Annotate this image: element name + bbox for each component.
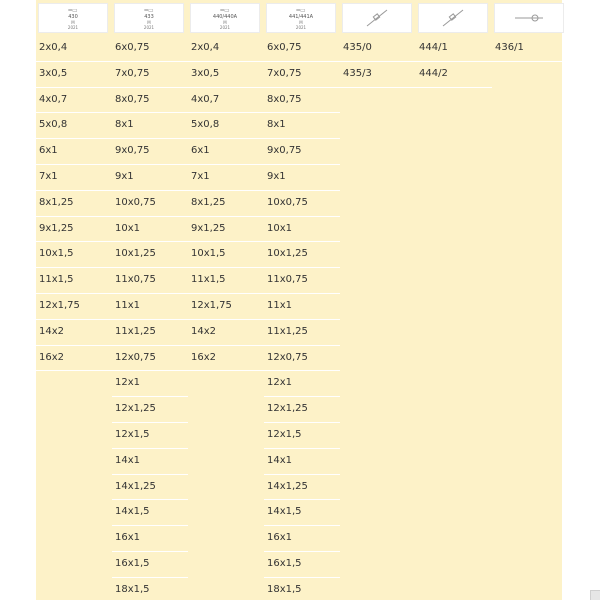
size-cell[interactable]: 18x1,5: [112, 578, 188, 600]
size-cell[interactable]: 16x2: [188, 346, 264, 372]
size-cell[interactable]: 14x2: [188, 320, 264, 346]
size-cell[interactable]: 3x0,5: [36, 62, 112, 88]
size-cell[interactable]: 10x1,5: [36, 242, 112, 268]
size-cell[interactable]: 7x1: [36, 165, 112, 191]
size-cell[interactable]: 6x0,75: [112, 36, 188, 62]
catalog-note: 2021: [143, 24, 155, 30]
size-cell[interactable]: 11x1: [112, 294, 188, 320]
size-cell[interactable]: 11x1,5: [188, 268, 264, 294]
product-code: 440/440A: [212, 13, 238, 20]
thread-standard: M: [299, 19, 303, 25]
size-cell[interactable]: 9x1: [264, 165, 340, 191]
catalog-note: 2021: [67, 24, 79, 30]
size-column-3: [188, 0, 264, 371]
size-cell[interactable]: 14x1: [112, 449, 188, 475]
size-cell[interactable]: 10x1,25: [112, 242, 188, 268]
column-header: [36, 0, 112, 36]
size-cell[interactable]: 11x1,25: [264, 320, 340, 346]
size-cell[interactable]: 12x1,25: [264, 397, 340, 423]
column-header: [188, 0, 264, 36]
size-cell[interactable]: 4x0,7: [36, 88, 112, 114]
die-icon: ═▭: [296, 6, 306, 14]
size-cell[interactable]: 8x1,25: [36, 191, 112, 217]
size-cell[interactable]: 12x1: [264, 371, 340, 397]
column-header: [416, 0, 492, 36]
size-cell[interactable]: 16x1: [264, 526, 340, 552]
size-column-7: [492, 0, 568, 62]
column-header: [112, 0, 188, 36]
size-cell[interactable]: 5x0,8: [188, 113, 264, 139]
size-cell[interactable]: 10x0,75: [112, 191, 188, 217]
product-thumbnail[interactable]: [266, 3, 336, 33]
size-cell[interactable]: 9x1,25: [36, 217, 112, 243]
size-cell[interactable]: 8x0,75: [264, 88, 340, 114]
size-cell[interactable]: 11x1,5: [36, 268, 112, 294]
size-cell[interactable]: 12x1,25: [112, 397, 188, 423]
size-cell[interactable]: 14x2: [36, 320, 112, 346]
size-cell[interactable]: 8x1: [264, 113, 340, 139]
size-cell[interactable]: 12x1,5: [112, 423, 188, 449]
die-holder-icon: [433, 7, 473, 29]
size-cell[interactable]: 10x0,75: [264, 191, 340, 217]
die-icon: ═▭: [68, 6, 78, 14]
size-cell[interactable]: 16x1,5: [112, 552, 188, 578]
column-header: [492, 0, 568, 36]
size-cell[interactable]: 5x0,8: [36, 113, 112, 139]
size-cell[interactable]: 16x2: [36, 346, 112, 372]
size-cell[interactable]: 435/3: [340, 62, 416, 88]
thread-standard: M: [71, 19, 75, 25]
size-cell[interactable]: 8x1: [112, 113, 188, 139]
size-cell[interactable]: 10x1: [264, 217, 340, 243]
size-cell[interactable]: 11x1: [264, 294, 340, 320]
size-cell[interactable]: 6x1: [36, 139, 112, 165]
tap-wrench-icon: [509, 7, 549, 29]
size-cell[interactable]: 12x1,5: [264, 423, 340, 449]
size-cell[interactable]: 10x1: [112, 217, 188, 243]
catalog-note: 2021: [219, 24, 231, 30]
size-cell[interactable]: 444/1: [416, 36, 492, 62]
size-cell[interactable]: 11x0,75: [264, 268, 340, 294]
size-cell[interactable]: 12x1: [112, 371, 188, 397]
size-cell[interactable]: 6x1: [188, 139, 264, 165]
product-code: 441/441A: [288, 13, 314, 20]
product-thumbnail[interactable]: [494, 3, 564, 33]
size-cell[interactable]: 8x0,75: [112, 88, 188, 114]
thread-standard: M: [223, 19, 227, 25]
size-column-6: [416, 0, 492, 88]
size-cell[interactable]: 2x0,4: [188, 36, 264, 62]
size-cell[interactable]: 12x0,75: [112, 346, 188, 372]
die-icon: ═▭: [220, 6, 230, 14]
die-icon: ═▭: [144, 6, 154, 14]
thread-standard: M: [147, 19, 151, 25]
size-cell[interactable]: 10x1,5: [188, 242, 264, 268]
size-cell[interactable]: 11x0,75: [112, 268, 188, 294]
size-cell[interactable]: 3x0,5: [188, 62, 264, 88]
size-column-2: [112, 0, 188, 600]
column-header: [264, 0, 340, 36]
size-cell[interactable]: 14x1,25: [264, 475, 340, 501]
product-thumbnail[interactable]: [342, 3, 412, 33]
size-cell[interactable]: 6x0,75: [264, 36, 340, 62]
product-thumbnail[interactable]: [114, 3, 184, 33]
size-cell[interactable]: 444/2: [416, 62, 492, 88]
size-cell[interactable]: 14x1,5: [112, 500, 188, 526]
size-cell[interactable]: 4x0,7: [188, 88, 264, 114]
size-cell[interactable]: 9x0,75: [112, 139, 188, 165]
size-cell[interactable]: 9x0,75: [264, 139, 340, 165]
product-thumbnail[interactable]: [418, 3, 488, 33]
size-cell[interactable]: 14x1: [264, 449, 340, 475]
column-header: [340, 0, 416, 36]
size-cell[interactable]: 2x0,4: [36, 36, 112, 62]
size-cell[interactable]: 14x1,5: [264, 500, 340, 526]
size-cell[interactable]: 14x1,25: [112, 475, 188, 501]
product-thumbnail[interactable]: [190, 3, 260, 33]
product-code: 430: [68, 13, 78, 20]
size-column-4: [264, 0, 340, 600]
size-cell[interactable]: 8x1,25: [188, 191, 264, 217]
size-cell[interactable]: 12x1,75: [36, 294, 112, 320]
size-cell[interactable]: 7x1: [188, 165, 264, 191]
size-cell[interactable]: 11x1,25: [112, 320, 188, 346]
size-cell[interactable]: 7x0,75: [112, 62, 188, 88]
size-column-1: [36, 0, 112, 371]
size-cell[interactable]: 12x0,75: [264, 346, 340, 372]
size-cell[interactable]: 10x1,25: [264, 242, 340, 268]
product-thumbnail[interactable]: [38, 3, 108, 33]
size-cell[interactable]: 435/0: [340, 36, 416, 62]
scrollbar-corner[interactable]: [590, 590, 600, 600]
size-cell[interactable]: 436/1: [492, 36, 568, 62]
size-cell[interactable]: 16x1,5: [264, 552, 340, 578]
die-holder-icon: [357, 7, 397, 29]
size-cell[interactable]: 7x0,75: [264, 62, 340, 88]
size-cell[interactable]: 12x1,75: [188, 294, 264, 320]
size-cell[interactable]: 9x1,25: [188, 217, 264, 243]
catalog-note: 2021: [295, 24, 307, 30]
size-cell[interactable]: 9x1: [112, 165, 188, 191]
size-column-5: [340, 0, 416, 88]
size-cell[interactable]: 16x1: [112, 526, 188, 552]
size-cell[interactable]: 18x1,5: [264, 578, 340, 600]
product-code: 433: [144, 13, 154, 20]
